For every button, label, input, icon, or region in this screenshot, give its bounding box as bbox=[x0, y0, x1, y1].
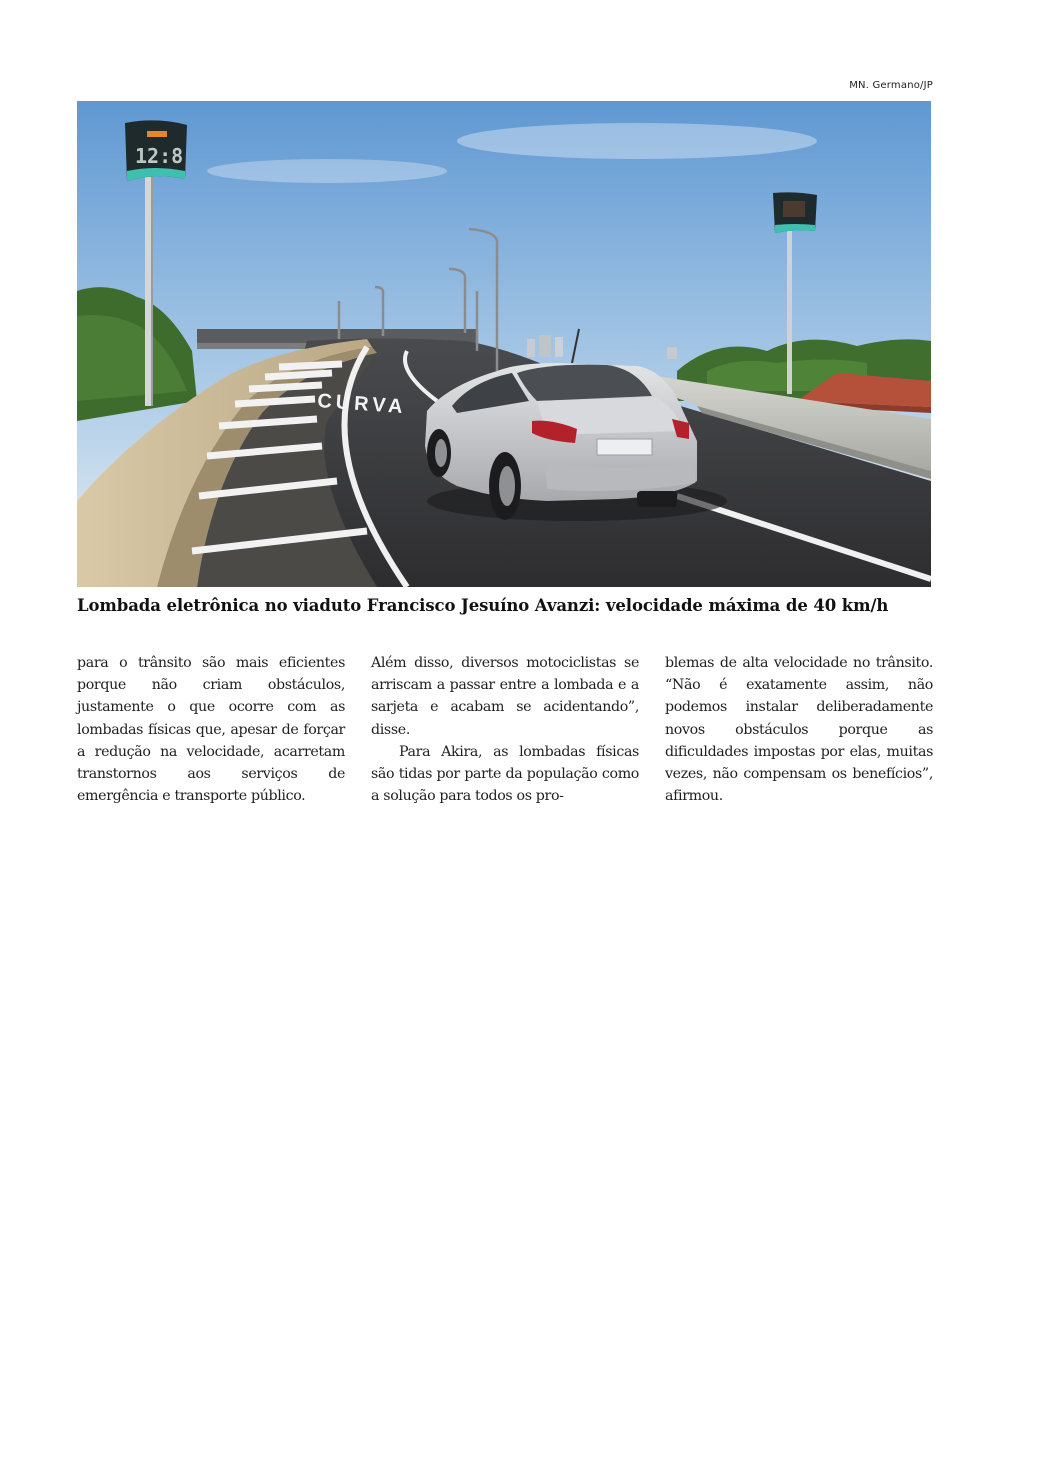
news-photo bbox=[77, 101, 931, 587]
article-body bbox=[77, 652, 933, 807]
right-speed-sign bbox=[773, 192, 817, 233]
left-sign-pole bbox=[145, 176, 151, 406]
photo-caption: Lombada eletrônica no viaduto Francisco Jesuíno Avanzi: velocidade máxima de 40 km/h bbox=[77, 596, 889, 615]
left-speed-sign bbox=[125, 120, 187, 181]
article-column-3 bbox=[665, 652, 933, 807]
cloud bbox=[207, 159, 447, 183]
cloud bbox=[457, 123, 817, 159]
photo-credit: MN. Germano/JP bbox=[849, 80, 933, 91]
article-column-2 bbox=[371, 652, 639, 807]
viaduct-photo-illustration bbox=[77, 101, 931, 587]
building bbox=[539, 335, 551, 357]
building bbox=[555, 337, 563, 357]
road-marking-text: CURVA bbox=[316, 390, 408, 419]
left-sign-display: 12:8 bbox=[135, 144, 184, 168]
building bbox=[527, 339, 535, 357]
paragraph: Para Akira, as lombadas físicas são tidas por parte da população como a solução para todos os pro- bbox=[371, 743, 639, 805]
article-column-1 bbox=[77, 652, 345, 807]
building bbox=[667, 347, 677, 359]
paragraph: para o trânsito são mais eficientes porque não criam obstáculos, justamente o que ocorre com as lombadas físicas que, apesar de forçar a redução na velocidade, acarretam transtornos aos serviços de emergência e transporte público. bbox=[77, 655, 345, 805]
paragraph: blemas de alta velocidade no trânsito. “Não é exatamente assim, não podemos instalar deliberadamente novos obstáculos porque as dificuldades impostas por elas, muitas vezes, não compensam os benefícios”, afirmou. bbox=[665, 655, 933, 805]
license-plate bbox=[597, 439, 652, 455]
paragraph: Além disso, diversos motociclistas se arriscam a passar entre a lombada e a sarjeta e acabam se acidentando”, disse. bbox=[371, 655, 639, 738]
right-sign-pole bbox=[787, 229, 792, 394]
